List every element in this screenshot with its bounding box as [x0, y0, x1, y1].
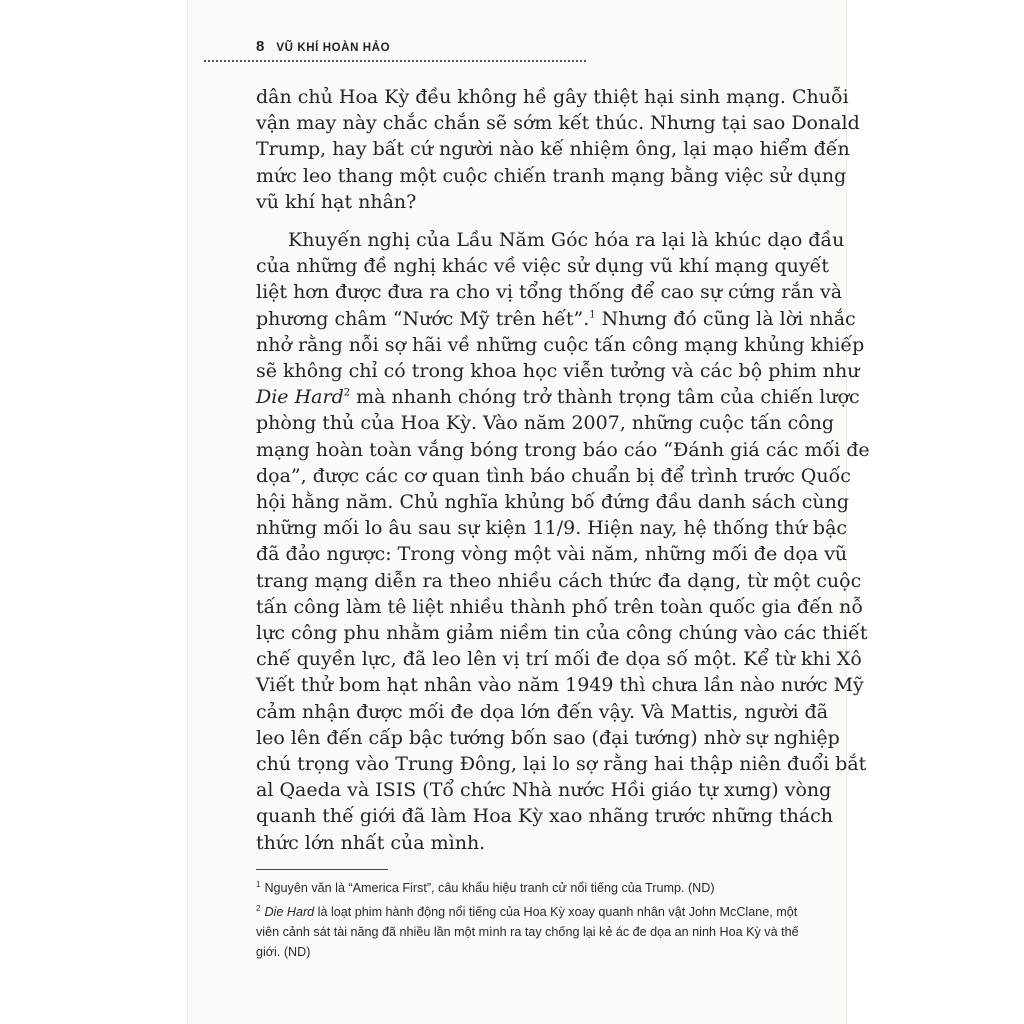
footnote-number: 1 — [256, 879, 261, 889]
footnote-1 — [256, 878, 812, 898]
running-header — [256, 38, 390, 55]
text-line: Trump, hay bất cứ người nào kế nhiệm ông, lại mạo hiểm đến — [256, 138, 850, 161]
text-line — [256, 306, 856, 332]
text-line: liệt hơn được đưa ra cho vị tổng thống để cao sự cứng rắn và — [256, 281, 843, 304]
text-line: dọa”, được các cơ quan tình báo chuẩn bị để trình trước Quốc — [256, 464, 851, 487]
body-text — [256, 84, 870, 856]
footnotes — [256, 878, 812, 966]
paragraph-1 — [256, 84, 860, 215]
text-line: vận may này chắc chắn sẽ sớm kết thúc. Nhưng tại sao Donald — [256, 112, 860, 135]
text-segment: Nhưng đó cũng là lời nhắc — [595, 307, 856, 330]
text-line: tấn công làm tê liệt nhiều thành phố trên toàn quốc gia đến nỗ — [256, 595, 864, 618]
text-line: của những đề nghị khác về việc sử dụng vũ khí mạng quyết — [256, 255, 829, 278]
text-line: dân chủ Hoa Kỳ đều không hề gây thiệt hại sinh mạng. Chuỗi — [256, 86, 849, 108]
text-line: đã đảo ngược: Trong vòng một vài năm, những mối đe dọa vũ — [256, 543, 848, 566]
text-line: trang mạng diễn ra theo nhiều cách thức đa dạng, từ một cuộc — [256, 569, 862, 592]
text-line: quanh thế giới đã làm Hoa Kỳ xao nhãng trước những thách — [256, 805, 834, 828]
text-line: Viết thử bom hạt nhân vào năm 1949 thì chưa lần nào nước Mỹ — [256, 674, 864, 697]
text-line: phòng thủ của Hoa Kỳ. Vào năm 2007, những cuộc tấn công — [256, 412, 835, 435]
text-line: al Qaeda và ISIS (Tổ chức Nhà nước Hồi giáo tự xưng) vòng — [256, 779, 832, 802]
footnote-ref-2: 2 — [343, 387, 351, 399]
text-line: thức lớn nhất của mình. — [256, 831, 486, 854]
text-line: mức leo thang một cuộc chiến tranh mạng bằng việc sử dụng — [256, 164, 847, 187]
running-title: VŨ KHÍ HOÀN HẢO — [276, 42, 391, 54]
footnote-text: là loạt phim hành động nổi tiếng của Hoa Kỳ xoay quanh nhân vật John McClane, một viên cảnh sát tài năng đã nhiều lần một mình ra tay chống lại kẻ ác đe dọa an ninh Hoa Kỳ và thế giới. (ND) — [256, 905, 799, 959]
film-title: Die Hard — [256, 386, 344, 409]
text-line: lực công phu nhằm giảm niềm tin của công chúng vào các thiết — [256, 622, 868, 645]
text-segment: phương châm “Nước Mỹ trên hết”. — [256, 307, 590, 330]
text-line: chế quyền lực, đã leo lên vị trí mối đe dọa số một. Kể từ khi Xô — [256, 648, 862, 671]
footnote-number: 2 — [256, 903, 261, 913]
text-line: mạng hoàn toàn vắng bóng trong báo cáo “Đánh giá các mối đe — [256, 438, 870, 461]
text-line: cảm nhận được mối đe dọa lớn đến vậy. Và Mattis, người đã — [256, 700, 829, 723]
text-line: sẽ không chỉ có trong khoa học viễn tưởng và các bộ phim như — [256, 360, 860, 383]
page-number: 8 — [256, 38, 265, 55]
text-line: vũ khí hạt nhân? — [256, 190, 417, 213]
paragraph-2 — [256, 227, 870, 856]
footnote-rule — [256, 869, 388, 870]
header-dotted-rule — [204, 60, 586, 62]
text-line: Khuyến nghị của Lầu Năm Góc hóa ra lại là khúc dạo đầu — [288, 229, 845, 252]
text-line: leo lên đến cấp bậc tướng bốn sao (đại tướng) nhờ sự nghiệp — [256, 726, 840, 749]
text-segment: mà nhanh chóng trở thành trọng tâm của chiến lược — [350, 386, 860, 409]
text-line: nhở rằng nỗi sợ hãi về những cuộc tấn công mạng khủng khiếp — [256, 333, 865, 356]
footnote-ref-1: 1 — [589, 309, 596, 321]
text-line: hội hằng năm. Chủ nghĩa khủng bố đứng đầu danh sách cùng — [256, 491, 850, 514]
footnote-2 — [256, 902, 812, 962]
film-title: Die Hard — [264, 905, 315, 919]
text-line: những mối lo âu sau sự kiện 11/9. Hiện nay, hệ thống thứ bậc — [256, 517, 848, 540]
text-line — [256, 384, 860, 410]
text-line: chú trọng vào Trung Đông, lại lo sợ rằng hai thập niên đuổi bắt — [256, 753, 867, 776]
book-page — [188, 0, 870, 1024]
footnote-text: Nguyên văn là “America First”, câu khẩu hiệu tranh cử nổi tiếng của Trump. (ND) — [264, 881, 715, 895]
